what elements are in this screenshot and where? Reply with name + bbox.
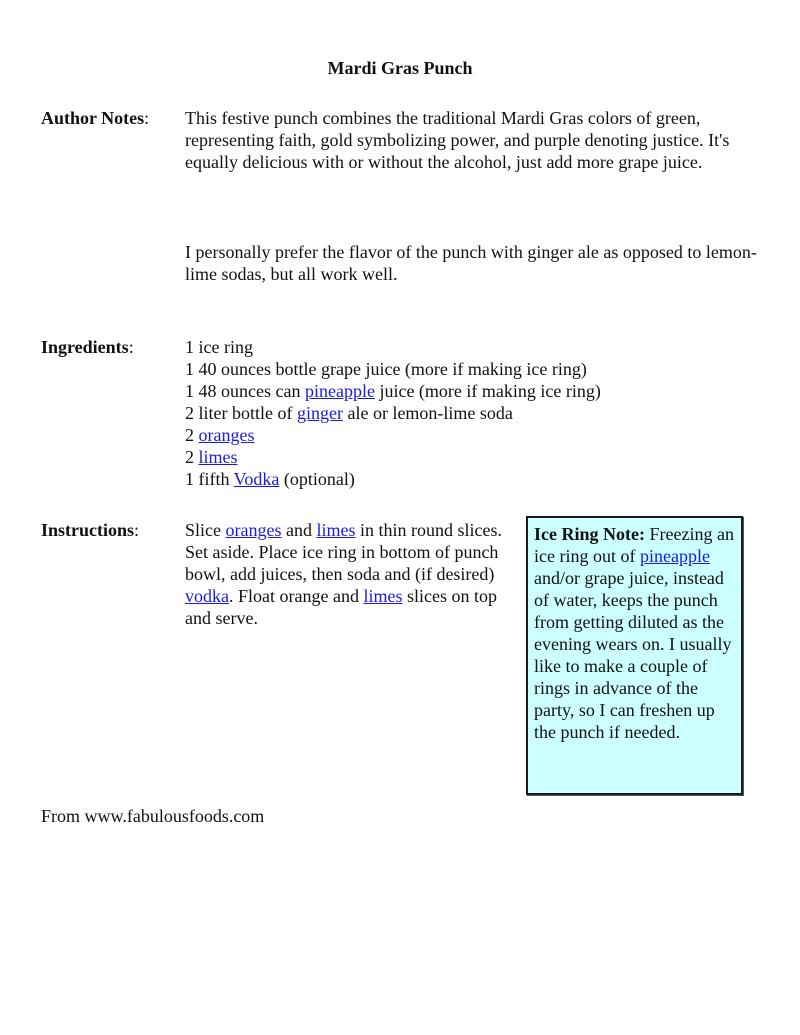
page-title: Mardi Gras Punch	[327, 58, 473, 78]
ingredient-text: 1 fifth	[185, 469, 234, 489]
ingredient-text: ale or lemon-lime soda	[342, 403, 513, 423]
ingredient-item	[185, 380, 601, 402]
ingredients-list	[185, 336, 601, 490]
ingredients-label-text: Ingredients	[41, 337, 129, 357]
ingredients-colon: :	[128, 337, 134, 357]
source-footer: From www.fabulousfoods.com	[41, 806, 265, 826]
ingredient-text: juice (more if making ice ring)	[374, 381, 601, 401]
author-notes-paragraph-1: This festive punch combines the traditional Mardi Gras colors of green, representing faith, gold symbolizing power, and purple denoting justice. It's equally delicious with or without the alcohol, just add more grape juice.	[185, 108, 730, 172]
instructions-link-limes-2[interactable]: limes	[363, 586, 403, 606]
author-notes-colon: :	[144, 108, 150, 128]
ingredient-text: 1 ice ring	[185, 337, 253, 357]
ingredient-text: 1 48 ounces can	[185, 381, 305, 401]
instructions-segment: Slice	[185, 520, 226, 540]
ice-ring-note-text: Freezing an ice ring out of	[534, 524, 734, 566]
ingredient-item	[185, 446, 601, 468]
ingredient-link-ginger[interactable]: ginger	[296, 403, 343, 423]
ingredient-text: 2 liter bottle of	[185, 403, 297, 423]
ingredient-item	[185, 424, 601, 446]
instructions-label	[41, 519, 139, 541]
ingredient-text: 2	[185, 447, 199, 467]
instructions-segment: . Float orange and	[229, 586, 364, 606]
ingredient-link-pineapple[interactable]: pineapple	[304, 381, 375, 401]
author-notes-paragraph-2: I personally prefer the flavor of the punch with ginger ale as opposed to lemon-lime sodas, but all work well.	[185, 242, 757, 284]
ice-ring-note-link-pineapple[interactable]: pineapple	[639, 546, 710, 566]
ingredient-link-vodka[interactable]: Vodka	[233, 469, 280, 489]
instructions-link-oranges[interactable]: oranges	[225, 520, 282, 540]
instructions-link-vodka[interactable]: vodka	[185, 586, 229, 606]
ingredient-item	[185, 468, 601, 490]
ice-ring-note-text: and/or grape juice, instead of water, keeps the punch from getting diluted as the evening wears on. I usually like to make a couple of rings in advance of the party, so I can freshen up the punch if needed.	[534, 568, 732, 742]
author-notes-label	[41, 107, 149, 129]
instructions-segment: in thin round slices. Set aside. Place ice ring in bottom of punch bowl, add juices, then soda and (if desired)	[185, 520, 502, 584]
instructions-segment: and	[281, 520, 317, 540]
instructions-label-text: Instructions	[41, 520, 135, 540]
instructions-colon: :	[134, 520, 140, 540]
ingredient-link-oranges[interactable]: oranges	[198, 425, 255, 445]
instructions-link-limes[interactable]: limes	[316, 520, 356, 540]
instructions-segment: slices on top and serve.	[185, 586, 497, 628]
ice-ring-note-heading: Ice Ring Note:	[534, 524, 645, 544]
ingredient-item	[185, 402, 601, 424]
ingredient-item	[185, 336, 601, 358]
ingredient-text: (optional)	[279, 469, 355, 489]
ingredients-label	[41, 336, 134, 358]
instructions-text	[185, 519, 525, 629]
ingredient-text: 1 40 ounces bottle grape juice (more if making ice ring)	[185, 359, 587, 379]
author-notes-label-text: Author Notes	[41, 108, 145, 128]
ice-ring-note-box	[526, 516, 743, 795]
ingredient-text: 2	[185, 425, 199, 445]
ingredient-link-limes[interactable]: limes	[198, 447, 238, 467]
ingredient-item	[185, 358, 601, 380]
